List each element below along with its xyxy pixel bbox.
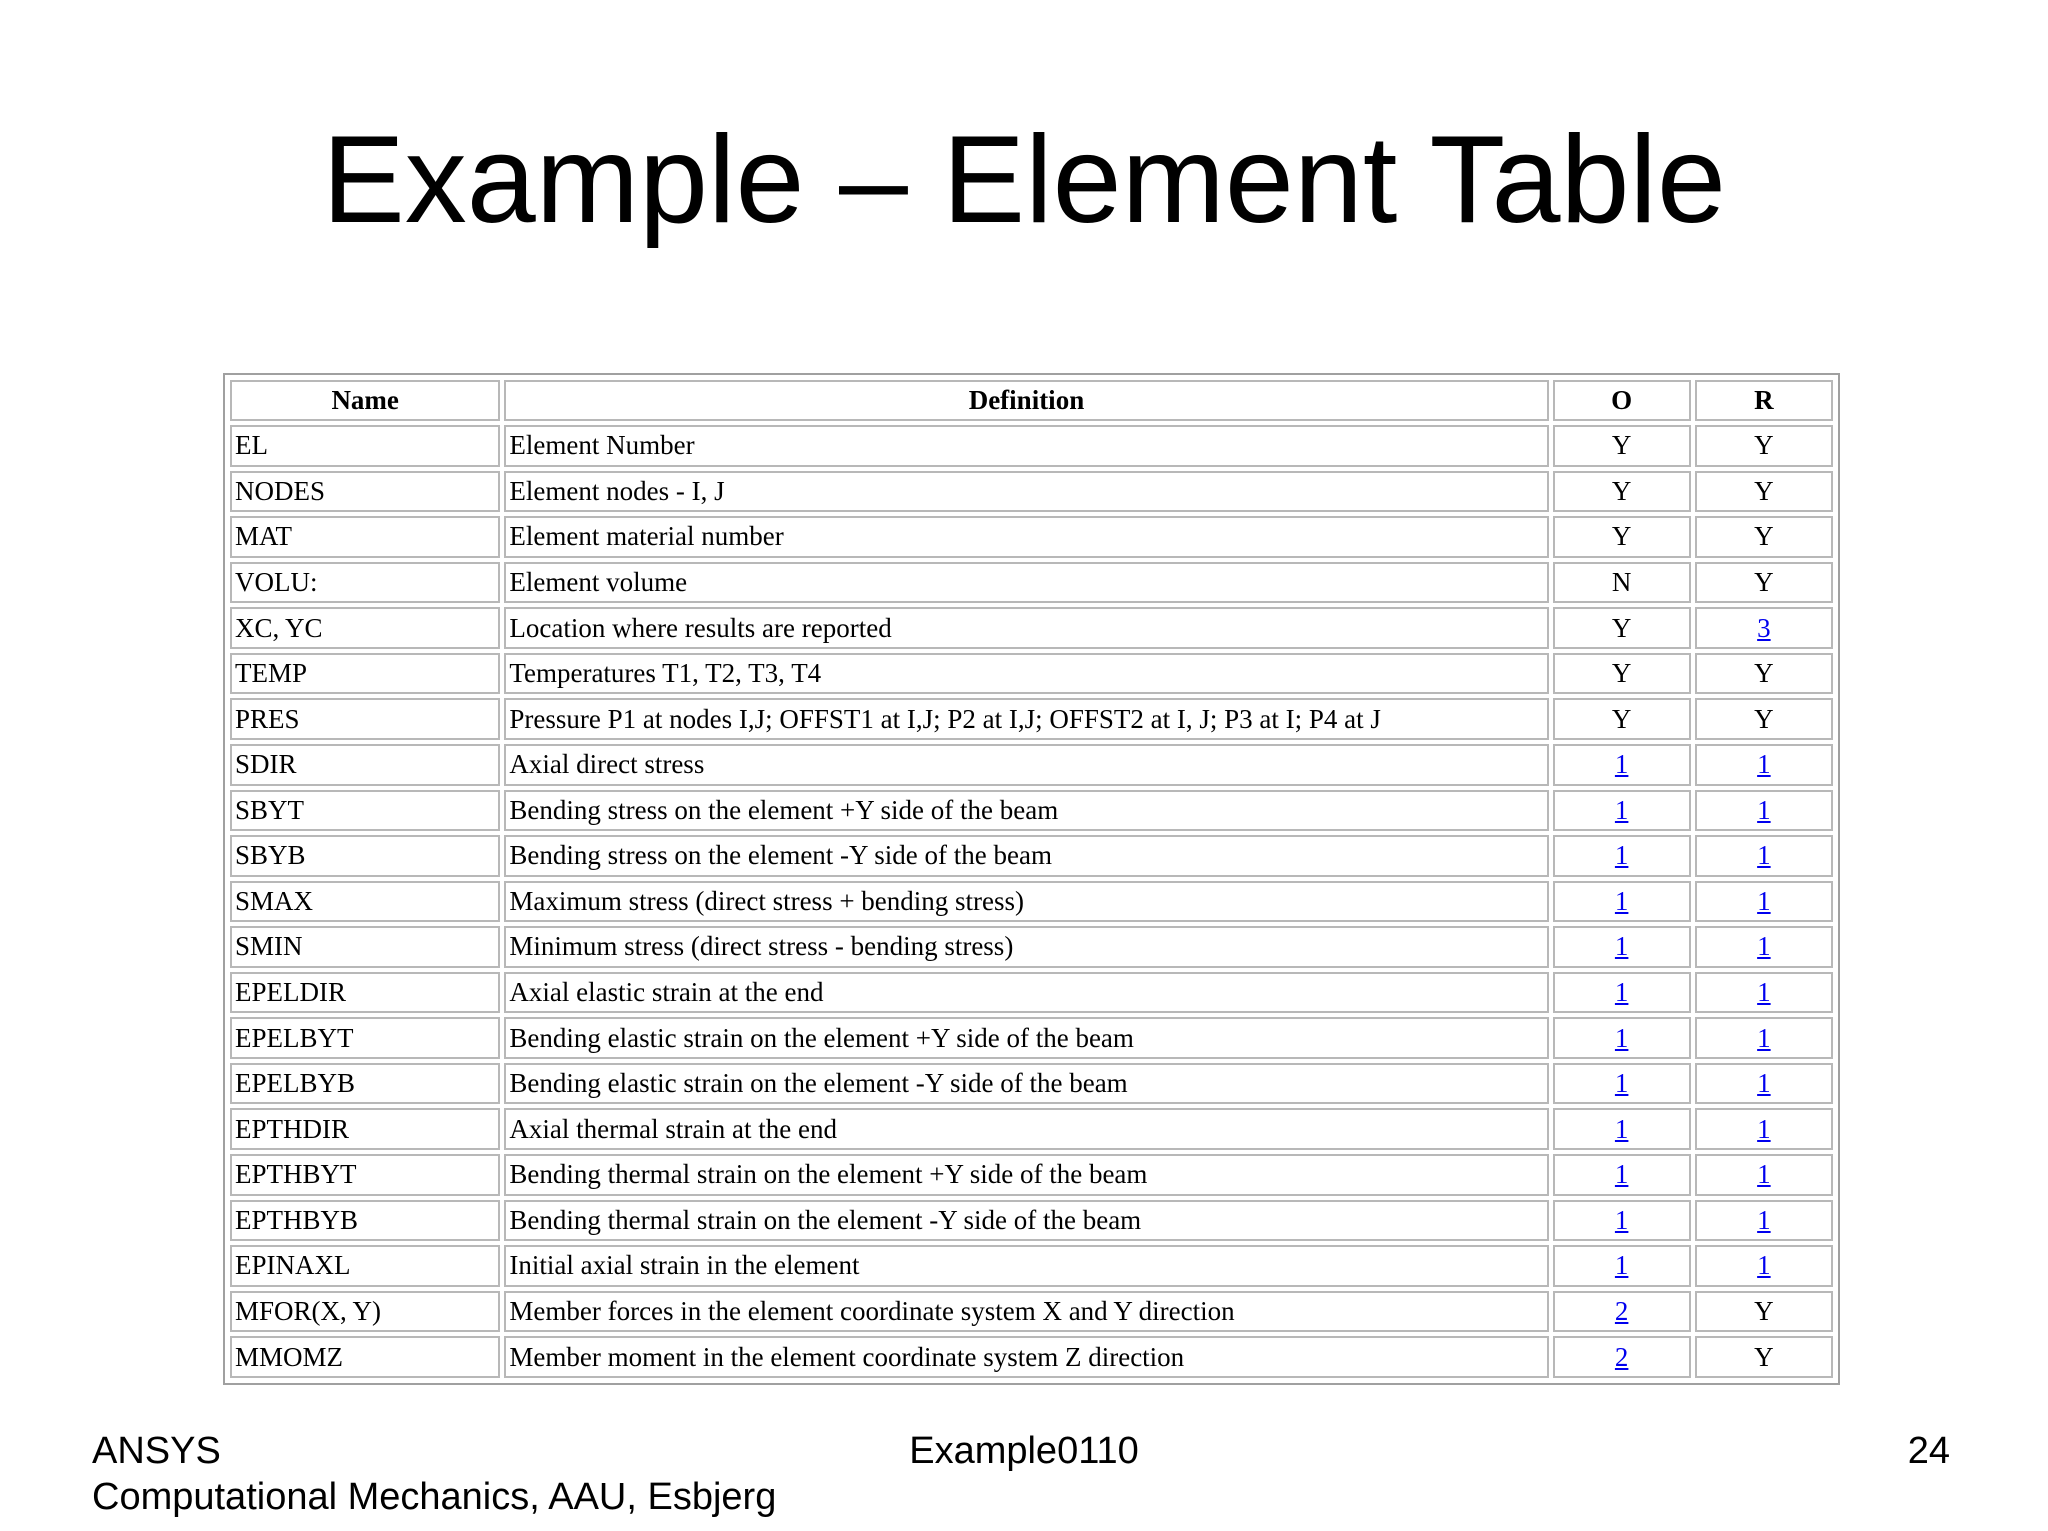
cell-o (1553, 926, 1691, 968)
note-link-o[interactable]: 1 (1614, 749, 1629, 780)
cell-definition: Maximum stress (direct stress + bending stress) (504, 881, 1548, 923)
table-row (230, 1336, 1833, 1378)
table-row (230, 1245, 1833, 1287)
cell-definition: Element nodes - I, J (504, 471, 1548, 513)
note-link-r[interactable]: 1 (1757, 931, 1771, 962)
cell-r: Y (1695, 471, 1833, 513)
cell-definition: Bending elastic strain on the element +Y side of the beam (504, 1017, 1548, 1059)
cell-definition: Bending thermal strain on the element +Y side of the beam (504, 1154, 1548, 1196)
table-row (230, 972, 1833, 1014)
cell-name: EPINAXL (230, 1245, 500, 1287)
note-link-r[interactable]: 1 (1757, 1022, 1771, 1053)
cell-r (1695, 1108, 1833, 1150)
note-link-r[interactable]: 1 (1757, 1068, 1771, 1099)
cell-r (1695, 926, 1833, 968)
table-body (230, 425, 1833, 1378)
cell-o (1553, 1108, 1691, 1150)
table-row (230, 1017, 1833, 1059)
cell-o (1553, 1200, 1691, 1242)
footer-software: ANSYS (92, 1430, 221, 1472)
slide-title: Example – Element Table (322, 111, 1726, 249)
cell-r: Y (1695, 425, 1833, 467)
cell-o (1553, 1291, 1691, 1333)
table-row (230, 516, 1833, 558)
cell-definition: Element volume (504, 562, 1548, 604)
table-row (230, 1063, 1833, 1105)
cell-definition: Bending stress on the element +Y side of the beam (504, 790, 1548, 832)
cell-r: Y (1695, 653, 1833, 695)
note-link-o[interactable]: 1 (1614, 1068, 1629, 1099)
table-row (230, 471, 1833, 513)
table-row (230, 1200, 1833, 1242)
cell-definition: Bending thermal strain on the element -Y side of the beam (504, 1200, 1548, 1242)
cell-o (1553, 1336, 1691, 1378)
note-link-r[interactable]: 1 (1757, 840, 1771, 871)
cell-definition: Location where results are reported (504, 607, 1548, 649)
note-link-o[interactable]: 1 (1614, 1159, 1629, 1190)
table-row (230, 744, 1833, 786)
cell-definition: Axial elastic strain at the end (504, 972, 1548, 1014)
cell-name: SMIN (230, 926, 500, 968)
note-link-o[interactable]: 1 (1614, 1204, 1629, 1235)
cell-name: EPELDIR (230, 972, 500, 1014)
note-link-o[interactable]: 1 (1614, 885, 1629, 916)
cell-o (1553, 1017, 1691, 1059)
page-number: 24 (1907, 1430, 1950, 1472)
cell-definition: Axial direct stress (504, 744, 1548, 786)
note-link-r[interactable]: 1 (1757, 749, 1771, 780)
cell-r (1695, 835, 1833, 877)
header-name: Name (230, 380, 500, 421)
footer-example-id: Example0110 (909, 1430, 1139, 1472)
cell-o (1553, 1063, 1691, 1105)
cell-r: Y (1695, 698, 1833, 740)
cell-name: EPTHBYT (230, 1154, 500, 1196)
cell-name: MAT (230, 516, 500, 558)
cell-definition: Bending stress on the element -Y side of the beam (504, 835, 1548, 877)
cell-o: Y (1553, 425, 1691, 467)
cell-definition: Member moment in the element coordinate system Z direction (504, 1336, 1548, 1378)
note-link-r[interactable]: 1 (1757, 885, 1771, 916)
cell-r (1695, 1200, 1833, 1242)
cell-r: Y (1695, 1291, 1833, 1333)
table-row (230, 881, 1833, 923)
note-link-r[interactable]: 1 (1757, 794, 1771, 825)
cell-r (1695, 744, 1833, 786)
table-row (230, 607, 1833, 649)
cell-r (1695, 1245, 1833, 1287)
cell-definition: Temperatures T1, T2, T3, T4 (504, 653, 1548, 695)
cell-name: SBYT (230, 790, 500, 832)
note-link-o[interactable]: 2 (1614, 1295, 1629, 1326)
cell-r: Y (1695, 562, 1833, 604)
table-row (230, 926, 1833, 968)
cell-name: SMAX (230, 881, 500, 923)
cell-o (1553, 972, 1691, 1014)
note-link-o[interactable]: 1 (1614, 931, 1629, 962)
header-definition: Definition (504, 380, 1548, 421)
cell-r (1695, 1063, 1833, 1105)
table-row (230, 1154, 1833, 1196)
cell-o (1553, 835, 1691, 877)
cell-name: MFOR(X, Y) (230, 1291, 500, 1333)
table-row (230, 1291, 1833, 1333)
cell-name: VOLU: (230, 562, 500, 604)
table-row (230, 425, 1833, 467)
cell-name: SDIR (230, 744, 500, 786)
cell-o: Y (1553, 471, 1691, 513)
cell-r (1695, 1154, 1833, 1196)
cell-definition: Minimum stress (direct stress - bending stress) (504, 926, 1548, 968)
element-table-container (223, 373, 1840, 1385)
cell-definition: Initial axial strain in the element (504, 1245, 1548, 1287)
cell-o (1553, 744, 1691, 786)
cell-name: EPTHBYB (230, 1200, 500, 1242)
table-header-row (230, 380, 1833, 421)
table-row (230, 653, 1833, 695)
element-table (226, 376, 1837, 1382)
cell-r (1695, 972, 1833, 1014)
cell-name: XC, YC (230, 607, 500, 649)
table-row (230, 790, 1833, 832)
cell-o: Y (1553, 516, 1691, 558)
cell-name: EPELBYB (230, 1063, 500, 1105)
header-o: O (1553, 380, 1691, 421)
cell-o (1553, 790, 1691, 832)
cell-name: EPELBYT (230, 1017, 500, 1059)
cell-definition: Member forces in the element coordinate system X and Y direction (504, 1291, 1548, 1333)
cell-definition: Element Number (504, 425, 1548, 467)
cell-name: EL (230, 425, 500, 467)
cell-r (1695, 607, 1833, 649)
note-link-o[interactable]: 1 (1614, 794, 1629, 825)
cell-definition: Bending elastic strain on the element -Y side of the beam (504, 1063, 1548, 1105)
cell-name: PRES (230, 698, 500, 740)
cell-name: SBYB (230, 835, 500, 877)
note-link-r[interactable]: 1 (1757, 1113, 1771, 1144)
note-link-o[interactable]: 1 (1614, 1113, 1629, 1144)
cell-o (1553, 1245, 1691, 1287)
note-link-o[interactable]: 2 (1614, 1341, 1629, 1372)
note-link-r[interactable]: 1 (1757, 1250, 1771, 1281)
note-link-o[interactable]: 1 (1614, 977, 1629, 1008)
cell-o: N (1553, 562, 1691, 604)
cell-definition: Pressure P1 at nodes I,J; OFFST1 at I,J; P2 at I,J; OFFST2 at I, J; P3 at I; P4 at J (504, 698, 1548, 740)
table-row (230, 698, 1833, 740)
cell-name: NODES (230, 471, 500, 513)
cell-name: MMOMZ (230, 1336, 500, 1378)
cell-r: Y (1695, 516, 1833, 558)
note-link-r[interactable]: 1 (1757, 1159, 1771, 1190)
cell-o (1553, 1154, 1691, 1196)
cell-name: TEMP (230, 653, 500, 695)
cell-definition: Axial thermal strain at the end (504, 1108, 1548, 1150)
cell-o (1553, 881, 1691, 923)
cell-name: EPTHDIR (230, 1108, 500, 1150)
footer-institution: Computational Mechanics, AAU, Esbjerg (92, 1476, 777, 1518)
cell-r (1695, 881, 1833, 923)
cell-o: Y (1553, 607, 1691, 649)
cell-r (1695, 790, 1833, 832)
cell-o: Y (1553, 653, 1691, 695)
header-r: R (1695, 380, 1833, 421)
table-row (230, 562, 1833, 604)
note-link-r[interactable]: 1 (1757, 977, 1771, 1008)
note-link-o[interactable]: 1 (1614, 1022, 1629, 1053)
note-link-o[interactable]: 1 (1614, 1250, 1629, 1281)
cell-r (1695, 1017, 1833, 1059)
note-link-r[interactable]: 1 (1757, 1204, 1771, 1235)
note-link-r[interactable]: 3 (1757, 612, 1771, 643)
cell-o: Y (1553, 698, 1691, 740)
cell-definition: Element material number (504, 516, 1548, 558)
note-link-o[interactable]: 1 (1614, 840, 1629, 871)
table-row (230, 835, 1833, 877)
cell-r: Y (1695, 1336, 1833, 1378)
table-row (230, 1108, 1833, 1150)
